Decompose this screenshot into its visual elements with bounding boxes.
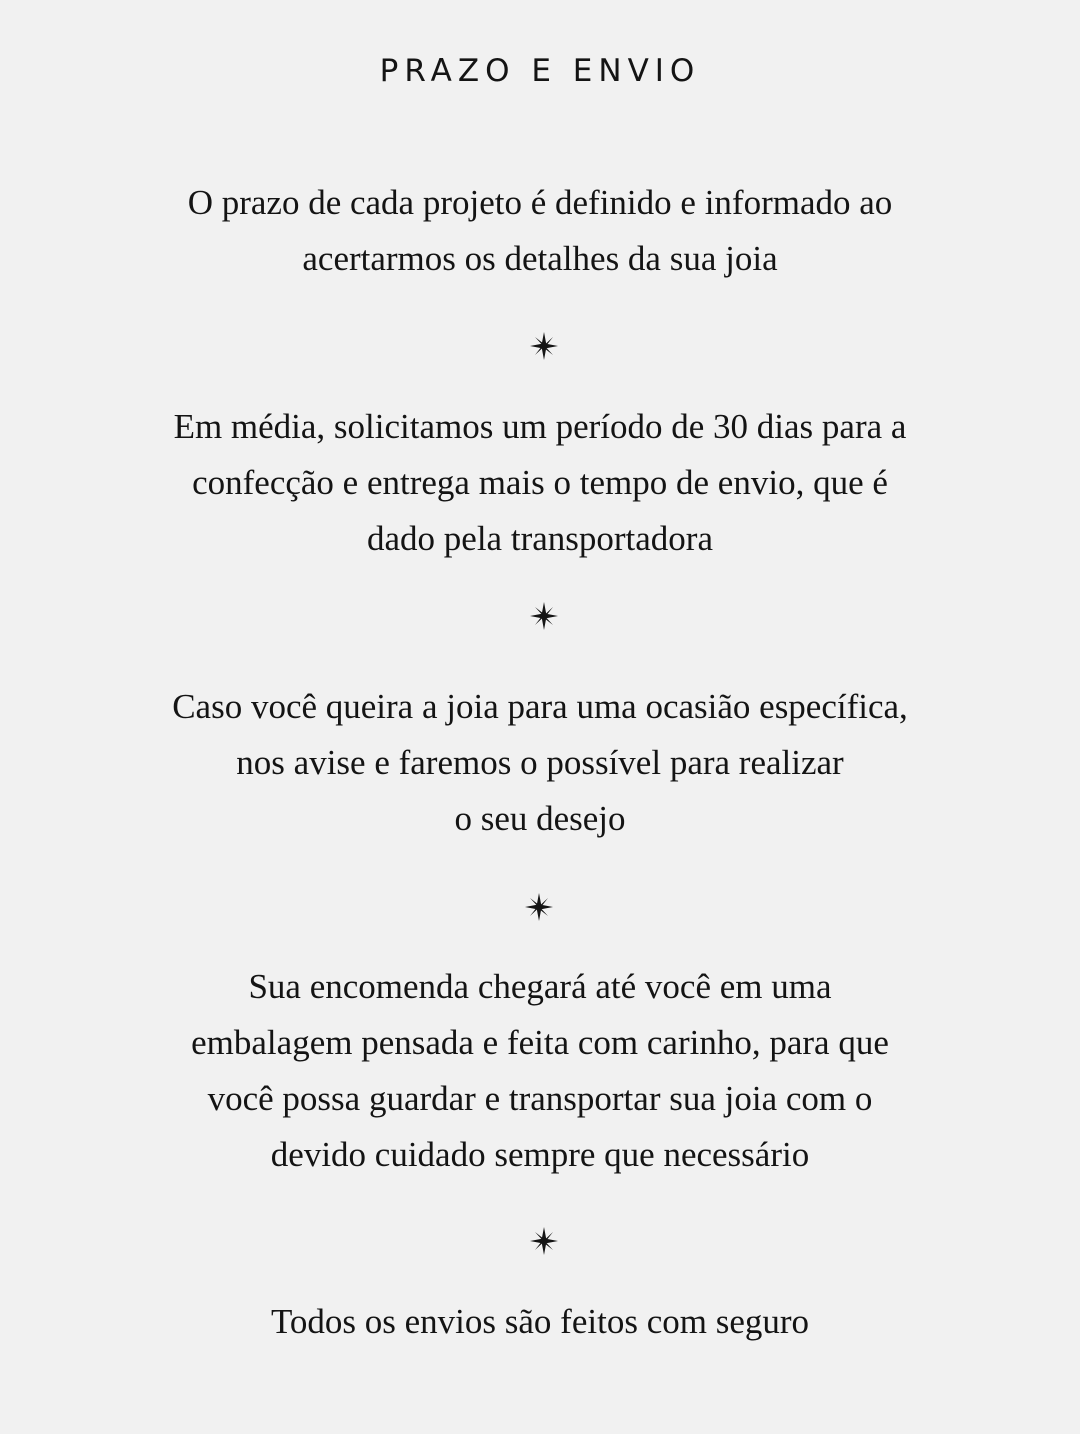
- paragraph-line: Todos os envios são feitos com seguro: [270, 1302, 810, 1341]
- paragraph-line: dado pela transportadora: [367, 519, 713, 558]
- paragraph-line: Caso você queira a joia para uma ocasião específica,: [172, 687, 908, 726]
- paragraph-line: acertarmos os detalhes da sua joia: [302, 239, 778, 278]
- paragraph-ocasiao: [100, 679, 980, 847]
- page-title: PRAZO E ENVIO: [379, 53, 701, 89]
- sparkle-star-icon: [529, 331, 559, 361]
- paragraph-line: confecção e entrega mais o tempo de envio, que é: [192, 463, 888, 502]
- paragraph-line: Em média, solicitamos um período de 30 dias para a: [173, 407, 907, 446]
- paragraph-line: nos avise e faremos o possível para realizar: [236, 743, 844, 782]
- paragraph-prazo: [100, 175, 980, 287]
- paragraph-embalagem: [100, 959, 980, 1183]
- paragraph-line: O prazo de cada projeto é definido e informado ao: [187, 183, 893, 222]
- paragraph-line: você possa guardar e transportar sua joia com o: [207, 1079, 873, 1118]
- paragraph-line: devido cuidado sempre que necessário: [270, 1135, 810, 1174]
- paragraph-line: embalagem pensada e feita com carinho, para que: [191, 1023, 889, 1062]
- paragraph-media: [100, 399, 980, 567]
- paragraph-line: o seu desejo: [454, 799, 626, 838]
- paragraph-seguro: [100, 1294, 980, 1350]
- paragraph-line: Sua encomenda chegará até você em uma: [248, 967, 832, 1006]
- sparkle-star-icon: [529, 601, 559, 631]
- sparkle-star-icon: [529, 1226, 559, 1256]
- sparkle-star-icon: [524, 892, 554, 922]
